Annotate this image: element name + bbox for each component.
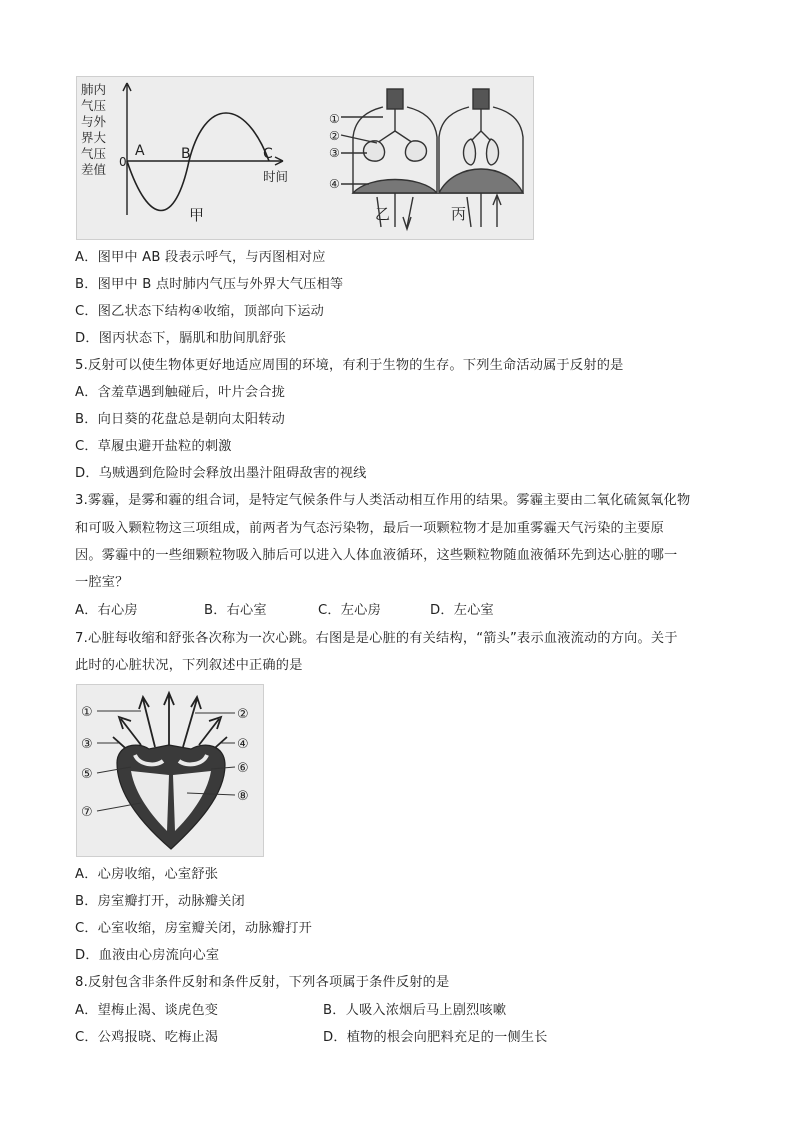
- heart-marker-2: ②: [237, 707, 249, 722]
- q6-stem-line-1: 3.雾霾，是雾和霾的组合词，是特定气候条件与人类活动相互作用的结果。雾霾主要由二氧化硫氮氧化物: [75, 493, 691, 508]
- panel-jia-label: 甲: [189, 206, 205, 224]
- q6-stem-line-4: 一腔室？: [75, 575, 129, 590]
- q7-option-c: C．心室收缩，房室瓣关闭，动脉瓣打开: [75, 921, 312, 936]
- panel-bing-label: 丙: [451, 205, 467, 223]
- heart-figure: [76, 684, 264, 857]
- panel-yi-label: 乙: [375, 205, 391, 223]
- q6-stem-line-3: 因。雾霾中的一些细颗粒物吸入肺后可以进入人体血液循环，这些颗粒物随血液循环先到达心脏的哪一: [75, 548, 678, 563]
- marker-1: ①: [329, 112, 340, 126]
- q6-stem-line-2: 和可吸入颗粒物这三项组成，前两者为气态污染物，最后一项颗粒物才是加重雾霾天气污染的主要原: [75, 521, 665, 536]
- heart-marker-6: ⑥: [237, 761, 249, 776]
- point-c-label: C: [263, 146, 273, 162]
- q6-option-b: B．右心室: [204, 603, 267, 618]
- heart-marker-7: ⑦: [81, 805, 93, 820]
- q5-option-d: D．乌贼遇到危险时会释放出墨汁阻碍敌害的视线: [75, 466, 367, 481]
- heart-marker-8: ⑧: [237, 789, 249, 804]
- q7-option-d: D．血液由心房流向心室: [75, 948, 220, 963]
- q4-option-a: A．图甲中 AB 段表示呼气，与丙图相对应: [75, 250, 326, 265]
- breathing-figure-drawing: [77, 77, 533, 239]
- q5-option-a: A．含羞草遇到触碰后，叶片会合拢: [75, 385, 286, 400]
- breathing-figure: [76, 76, 534, 240]
- heart-marker-3: ③: [81, 737, 93, 752]
- pressure-curve: [127, 113, 269, 211]
- point-b-label: B: [181, 146, 191, 162]
- zero-label: 0: [119, 155, 127, 169]
- q4-option-d: D．图丙状态下，膈肌和肋间肌舒张: [75, 331, 287, 346]
- heart-marker-5: ⑤: [81, 767, 93, 782]
- q7-stem-line-2: 此时的心脏状况，下列叙述中正确的是: [75, 658, 303, 673]
- heart-marker-1: ①: [81, 705, 93, 720]
- y-label-line-5: 气压: [81, 146, 107, 161]
- q6-option-d: D．左心室: [430, 603, 494, 618]
- q6-option-a: A．右心房: [75, 603, 138, 618]
- y-label-line-3: 与外: [81, 114, 107, 129]
- q8-option-b: B．人吸入浓烟后马上剧烈咳嗽: [323, 1003, 507, 1018]
- q6-option-c: C．左心房: [318, 603, 381, 618]
- y-label-line-4: 界大: [81, 130, 107, 145]
- q5-option-b: B．向日葵的花盘总是朝向太阳转动: [75, 412, 286, 427]
- time-axis-label: 时间: [263, 169, 289, 184]
- q5-option-c: C．草履虫避开盐粒的刺激: [75, 439, 232, 454]
- q8-stem: 8.反射包含非条件反射和条件反射，下列各项属于条件反射的是: [75, 975, 450, 990]
- marker-4: ④: [329, 177, 340, 191]
- q7-option-b: B．房室瓣打开，动脉瓣关闭: [75, 894, 245, 909]
- y-label-line-2: 气压: [81, 98, 107, 113]
- point-a-label: A: [135, 143, 145, 159]
- marker-2: ②: [329, 129, 340, 143]
- q4-option-b: B．图甲中 B 点时肺内气压与外界大气压相等: [75, 277, 344, 292]
- heart-figure-drawing: [77, 685, 263, 856]
- q4-option-c: C．图乙状态下结构④收缩，顶部向下运动: [75, 304, 325, 319]
- q5-stem: 5.反射可以使生物体更好地适应周围的环境，有利于生物的生存。下列生命活动属于反射的是: [75, 358, 624, 373]
- marker-3: ③: [329, 146, 340, 160]
- q8-option-d: D．植物的根会向肥料充足的一侧生长: [323, 1030, 548, 1045]
- q8-option-c: C．公鸡报晓、吃梅止渴: [75, 1030, 219, 1045]
- q7-option-a: A．心房收缩，心室舒张: [75, 867, 219, 882]
- graph-axes: [123, 83, 283, 215]
- y-label-line-6: 差值: [81, 162, 107, 177]
- q8-option-a: A．望梅止渴、谈虎色变: [75, 1003, 219, 1018]
- q7-stem-line-1: 7.心脏每收缩和舒张各次称为一次心跳。右图是是心脏的有关结构，“箭头”表示血液流动的方向。关于: [75, 631, 678, 646]
- heart-marker-4: ④: [237, 737, 249, 752]
- y-label-line-1: 肺内: [81, 82, 107, 97]
